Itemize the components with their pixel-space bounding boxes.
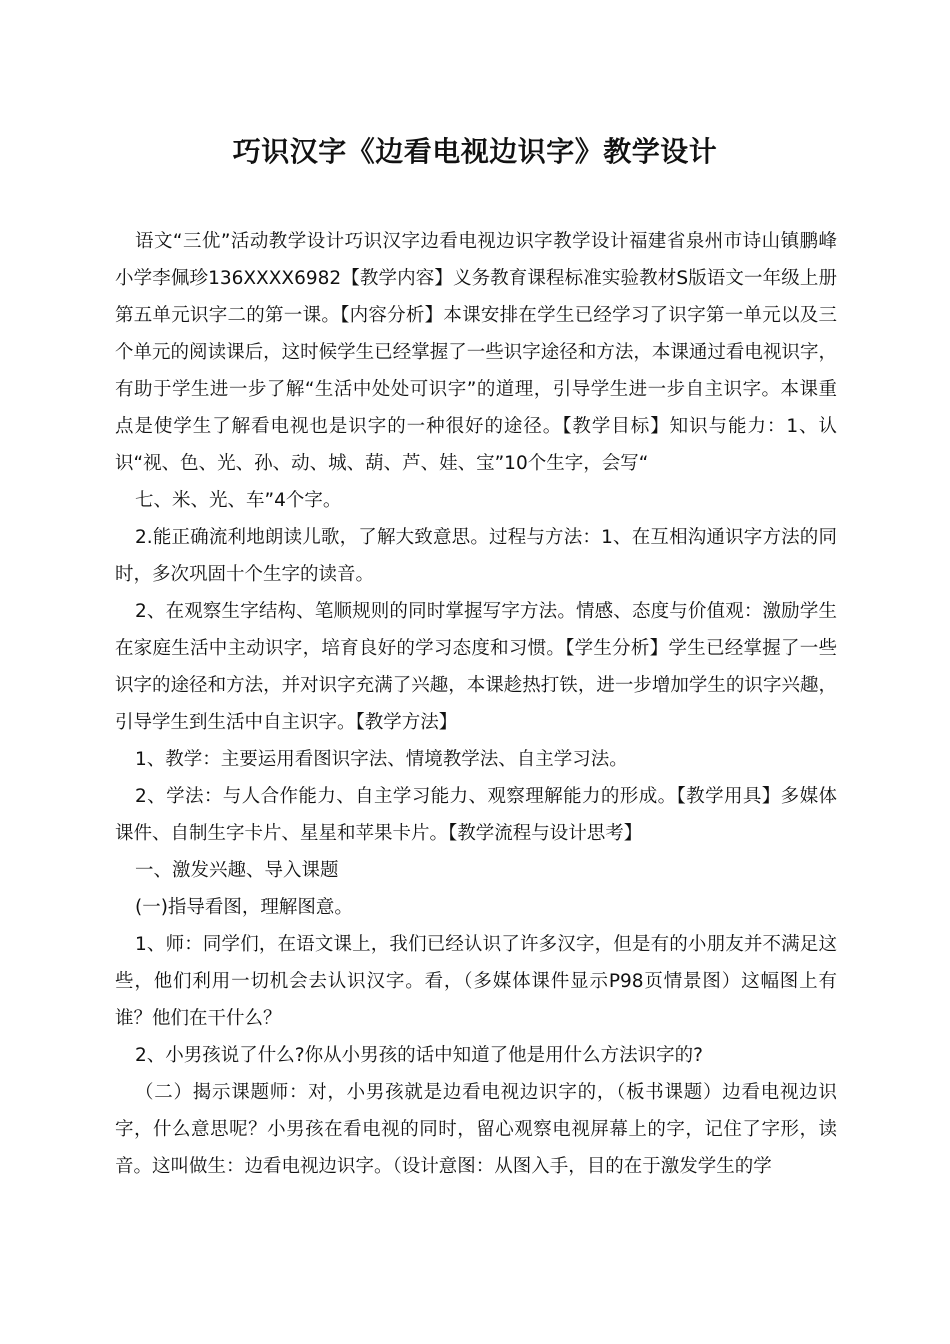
paragraph-learning-method: 2、学法：与人合作能力、自主学习能力、观察理解能力的形成。【教学用具】多媒体课件、自制生字卡片、星星和苹果卡片。【教学流程与设计思考】 <box>115 786 837 844</box>
paragraph-section-one: 一、激发兴趣、导入课题 <box>135 860 339 881</box>
paragraph-subsection-two: （二）揭示课题师：对，小男孩就是边看电视边识字的，（板书课题）边看电视边识字，什么意思呢？小男孩在看电视的同时，留心观察电视屏幕上的字，记住了字形，读音。这叫做生：边看电视边识字。（设计意图：从图入手，目的在于激发学生的学 <box>115 1082 837 1177</box>
paragraph-intro: 语文“三优”活动教学设计巧识汉字边看电视边识字教学设计福建省泉州市诗山镇鹏峰小学李佩珍136XXXX6982【教学内容】义务教育课程标准实验教材S版语文一年级上册第五单元识字二的第一课。【内容分析】本课安排在学生已经学习了识字第一单元以及三个单元的阅读课后，这时候学生已经掌握了一些识字途径和方法，本课通过看电视识字，有助于学生进一步了解“生活中处处可识字”的道理，引导学生进一步自主识字。本课重点是使学生了解看电视也是识字的一种很好的途径。【教学目标】知识与能力：1、认识“视、色、光、孙、动、城、葫、芦、娃、宝”10个生字，会写“ <box>115 231 837 474</box>
paragraph-teaching-method: 1、教学：主要运用看图识字法、情境教学法、自主学习法。 <box>135 749 628 770</box>
paragraph-reading: 2.能正确流利地朗读儿歌，了解大致意思。过程与方法：1、在互相沟通识字方法的同时，多次巩固十个生字的读音。 <box>115 527 837 585</box>
paragraph-characters: 七、米、光、车”4个字。 <box>135 490 342 511</box>
paragraph-teacher-prompt: 1、师：同学们，在语文课上，我们已经认识了许多汉字，但是有的小朋友并不满足这些，他们利用一切机会去认识汉字。看，（多媒体课件显示P98页情景图）这幅图上有谁？他们在干什么？ <box>115 934 837 1029</box>
document-body <box>115 223 837 1185</box>
paragraph-subsection-one: (一)指导看图，理解图意。 <box>135 897 353 918</box>
paragraph-writing: 2、在观察生字结构、笔顺规则的同时掌握写字方法。情感、态度与价值观：激励学生在家庭生活中主动识字，培育良好的学习态度和习惯。【学生分析】学生已经掌握了一些识字的途径和方法，并对识字充满了兴趣，本课趁热打铁，进一步增加学生的识字兴趣，引导学生到生活中自主识字。【教学方法】 <box>115 601 837 733</box>
paragraph-question: 2、小男孩说了什么?你从小男孩的话中知道了他是用什么方法识字的? <box>135 1045 703 1066</box>
document-title: 巧识汉字《边看电视边识字》教学设计 <box>232 135 718 168</box>
